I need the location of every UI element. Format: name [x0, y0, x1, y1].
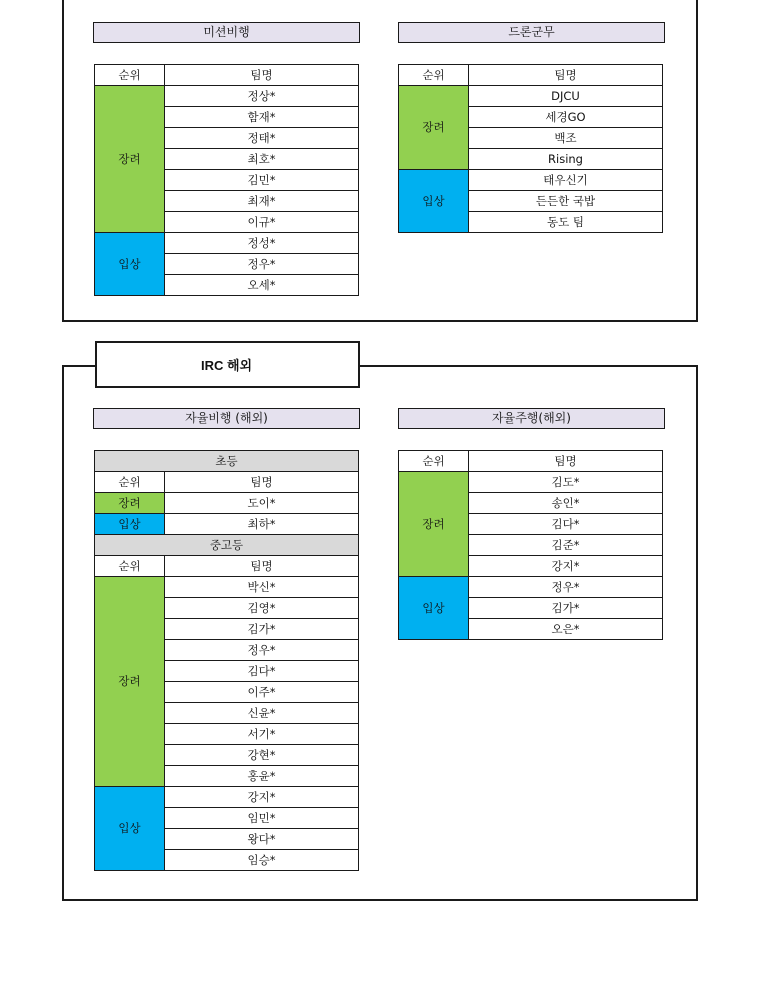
table-header-row: [95, 556, 359, 577]
table-header-row: [399, 451, 663, 472]
table-header-row: [95, 65, 359, 86]
team-cell: 김도*: [469, 472, 663, 493]
secondary-subheader: 중고등: [95, 535, 359, 556]
team-cell: 든든한 국밥: [469, 191, 663, 212]
rank-encouragement-cell: 장려: [399, 472, 469, 577]
team-cell: Rising: [469, 149, 663, 170]
team-cell: 서기*: [165, 724, 359, 745]
team-cell: 왕다*: [165, 829, 359, 850]
free-flight-title: 자율비행 (해외): [93, 408, 360, 429]
rank-encouragement-cell: 장려: [95, 493, 165, 514]
team-cell: 세경GO: [469, 107, 663, 128]
team-cell: 강지*: [469, 556, 663, 577]
team-cell: 정우*: [165, 254, 359, 275]
team-cell: 강지*: [165, 787, 359, 808]
team-header: 팀명: [165, 472, 359, 493]
table-header-row: [399, 65, 663, 86]
team-cell: 김준*: [469, 535, 663, 556]
team-cell: 정태*: [165, 128, 359, 149]
rank-header: 순위: [95, 472, 165, 493]
team-header: 팀명: [469, 65, 663, 86]
team-cell: 임민*: [165, 808, 359, 829]
team-cell: 정우*: [165, 640, 359, 661]
team-cell: 정성*: [165, 233, 359, 254]
team-cell: 강현*: [165, 745, 359, 766]
team-cell: 정우*: [469, 577, 663, 598]
rank-prize-cell: 입상: [399, 577, 469, 640]
table-row: [95, 787, 359, 808]
team-cell: 이규*: [165, 212, 359, 233]
team-cell: 송인*: [469, 493, 663, 514]
team-header: 팀명: [165, 65, 359, 86]
rank-encouragement-cell: 장려: [399, 86, 469, 170]
table-header-row: [95, 472, 359, 493]
team-cell: 김가*: [469, 598, 663, 619]
drone-dance-table: [398, 64, 663, 233]
team-cell: 최하*: [165, 514, 359, 535]
table-row: [399, 472, 663, 493]
mission-flight-table: [94, 64, 359, 296]
team-cell: 김가*: [165, 619, 359, 640]
team-cell: 신윤*: [165, 703, 359, 724]
rank-prize-cell: 입상: [95, 233, 165, 296]
free-flight-table: [94, 450, 359, 871]
team-cell: 홍윤*: [165, 766, 359, 787]
team-cell: 오세*: [165, 275, 359, 296]
team-cell: 김민*: [165, 170, 359, 191]
table-row: [95, 233, 359, 254]
mission-flight-title: 미션비행: [93, 22, 360, 43]
rank-header: 순위: [399, 451, 469, 472]
table-row: [399, 170, 663, 191]
team-cell: 최호*: [165, 149, 359, 170]
team-cell: 정상*: [165, 86, 359, 107]
rank-encouragement-cell: 장려: [95, 577, 165, 787]
team-cell: 김다*: [165, 661, 359, 682]
team-cell: 동도 팀: [469, 212, 663, 233]
rank-prize-cell: 입상: [95, 787, 165, 871]
team-cell: DJCU: [469, 86, 663, 107]
drone-dance-title: 드론군무: [398, 22, 665, 43]
rank-header: 순위: [95, 65, 165, 86]
table-row: [95, 514, 359, 535]
irc-overseas-tab: IRC 해외: [95, 341, 360, 388]
free-driving-title: 자율주행(해외): [398, 408, 665, 429]
team-cell: 최재*: [165, 191, 359, 212]
team-cell: 함재*: [165, 107, 359, 128]
subheader-row: [95, 451, 359, 472]
table-row: [95, 577, 359, 598]
team-cell: 태우신기: [469, 170, 663, 191]
subheader-row: [95, 535, 359, 556]
team-cell: 도이*: [165, 493, 359, 514]
table-row: [95, 493, 359, 514]
team-cell: 박신*: [165, 577, 359, 598]
team-cell: 임승*: [165, 850, 359, 871]
free-driving-table: [398, 450, 663, 640]
team-cell: 김다*: [469, 514, 663, 535]
team-cell: 백조: [469, 128, 663, 149]
team-header: 팀명: [165, 556, 359, 577]
table-row: [399, 577, 663, 598]
rank-header: 순위: [95, 556, 165, 577]
rank-header: 순위: [399, 65, 469, 86]
elementary-subheader: 초등: [95, 451, 359, 472]
rank-encouragement-cell: 장려: [95, 86, 165, 233]
rank-prize-cell: 입상: [399, 170, 469, 233]
team-header: 팀명: [469, 451, 663, 472]
team-cell: 오은*: [469, 619, 663, 640]
table-row: [95, 86, 359, 107]
team-cell: 김영*: [165, 598, 359, 619]
team-cell: 이주*: [165, 682, 359, 703]
table-row: [399, 86, 663, 107]
rank-prize-cell: 입상: [95, 514, 165, 535]
